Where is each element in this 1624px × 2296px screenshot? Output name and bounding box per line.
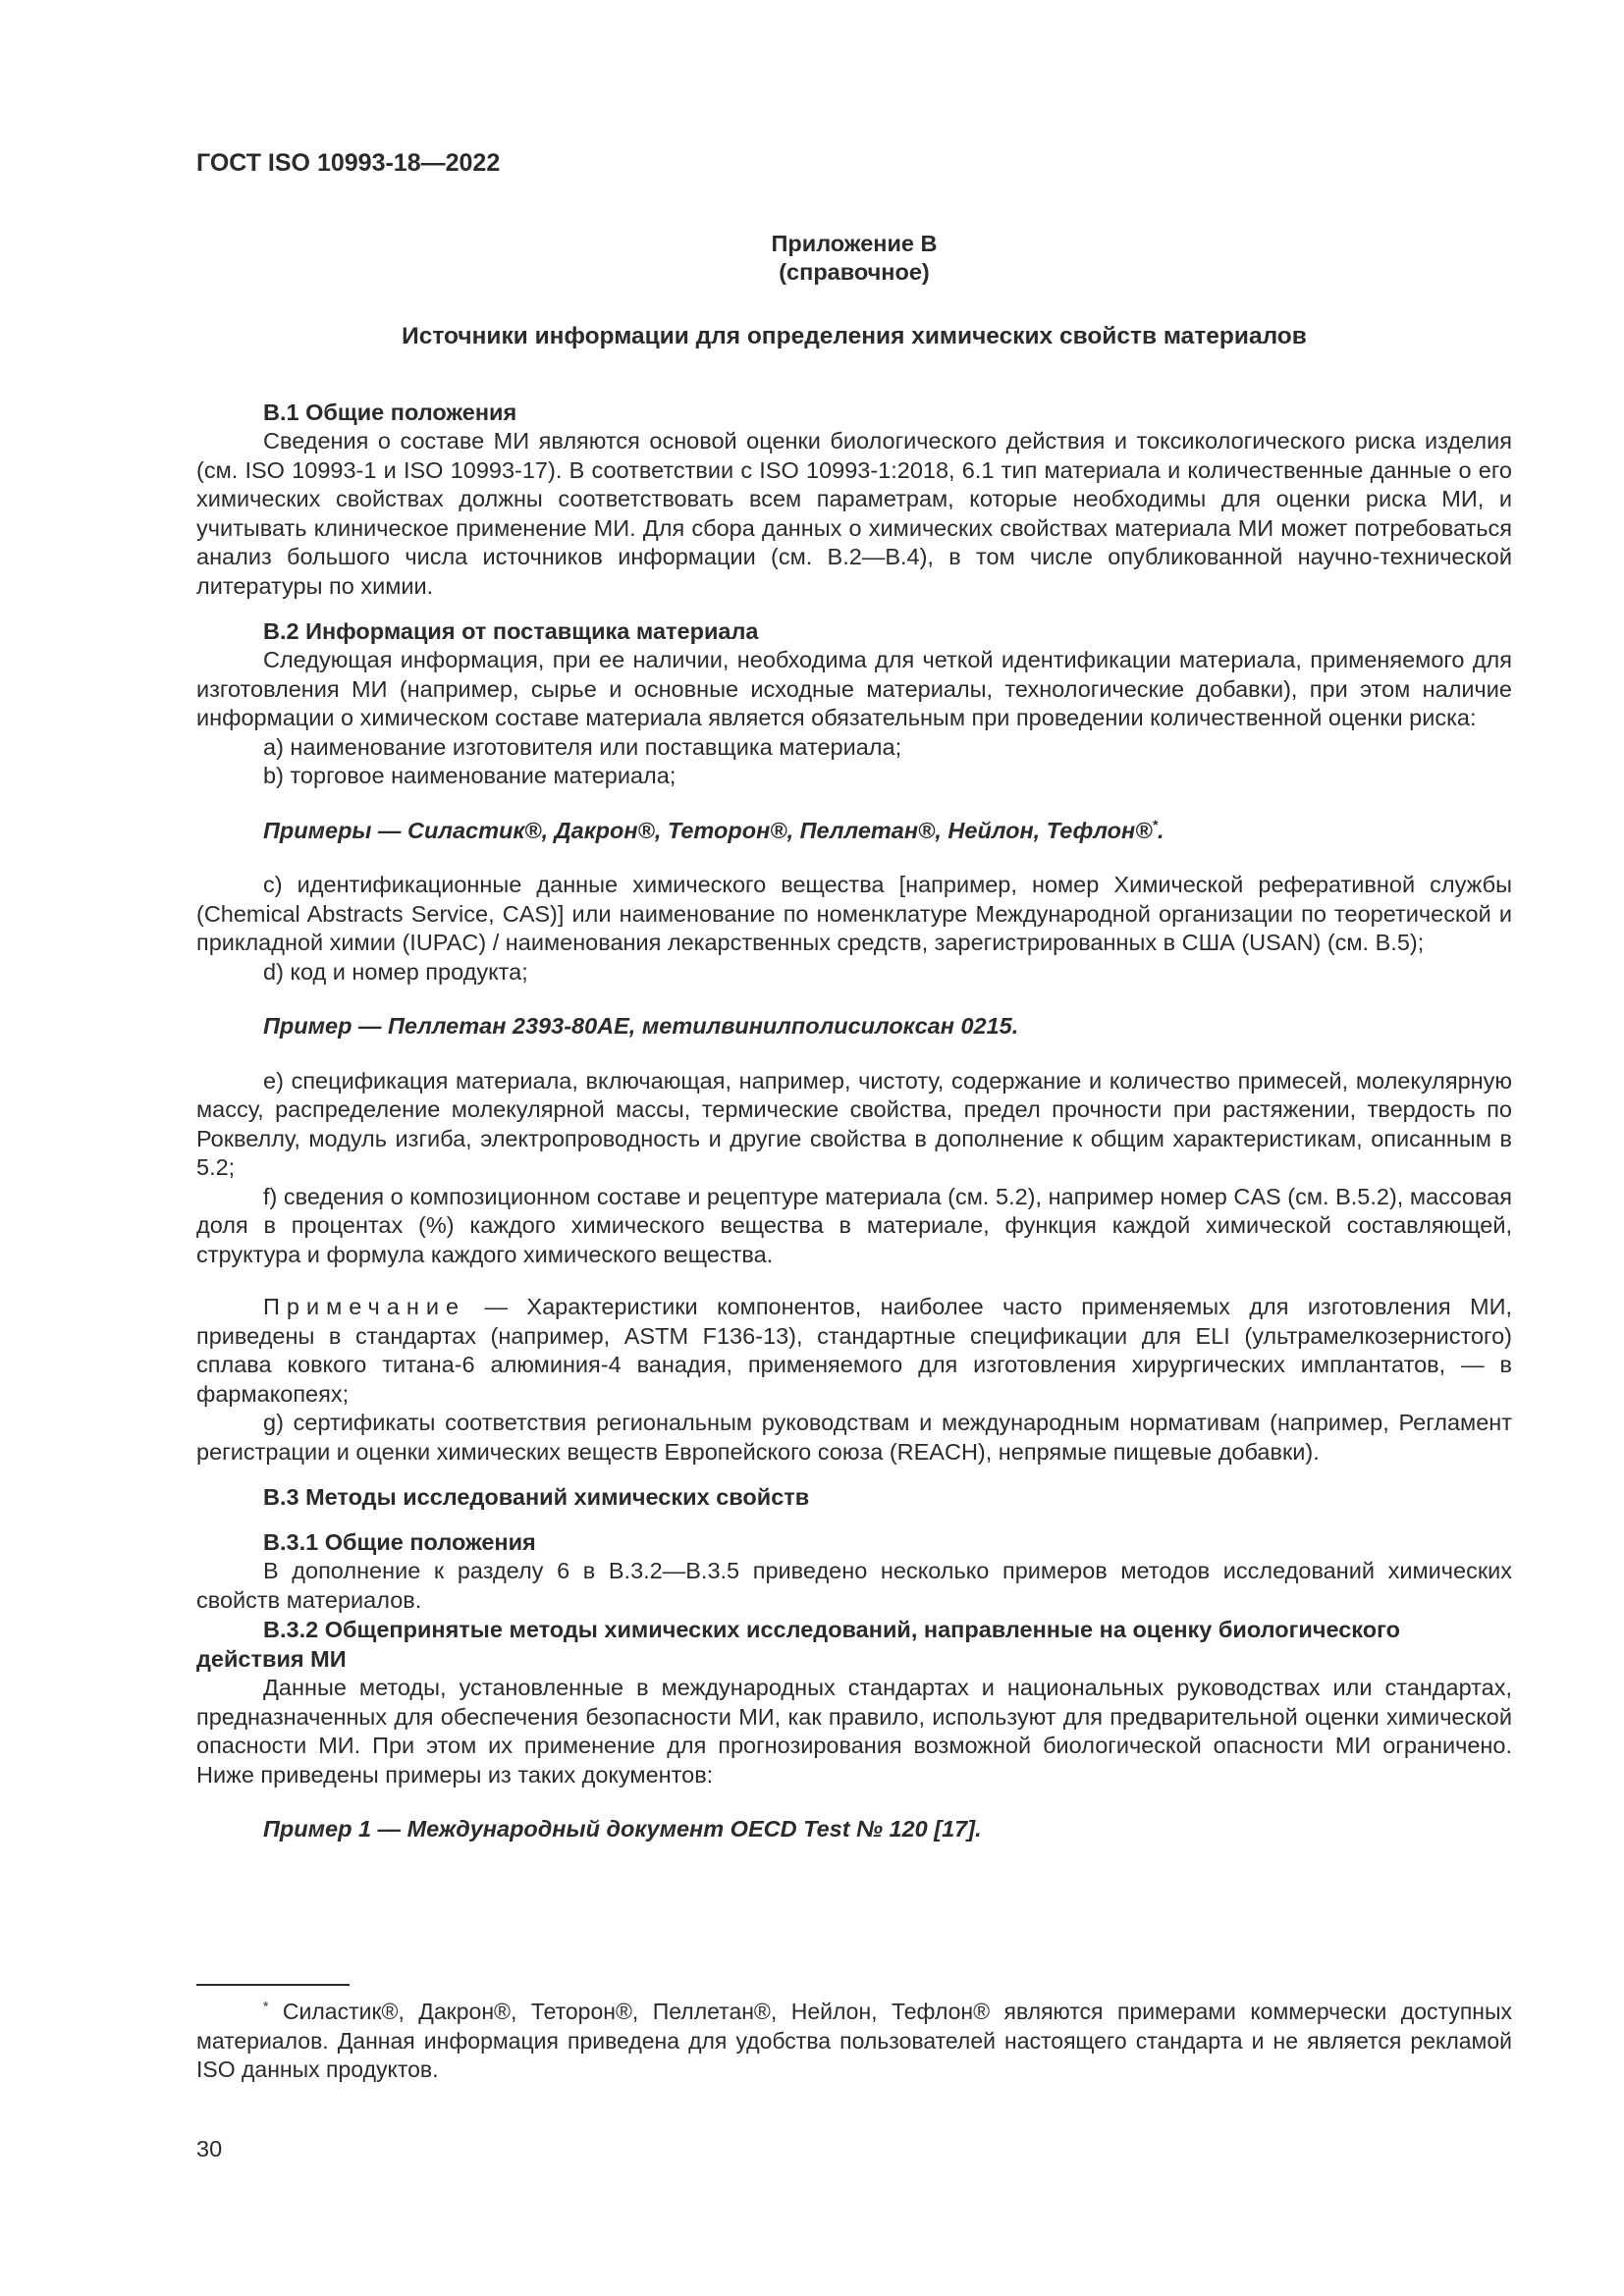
footnote bbox=[196, 1998, 1512, 2085]
section-b2-intro: Следующая информация, при ее наличии, необходима для четкой идентификации материала, применяемого для изготовления МИ (например, сырье и основные исходные материалы, технологические добавки), при этом наличие информации о химическом составе материала является обязательным при проведении количественной оценки риска: bbox=[196, 647, 1512, 730]
section-b32-heading: В.3.2 Общепринятые методы химических исследований, направленные на оценку биологического действия МИ bbox=[196, 1617, 1400, 1672]
footnote-divider bbox=[196, 1984, 350, 1986]
example-oecd: Пример 1 — Международный документ OECD Test № 120 [17]. bbox=[263, 1816, 982, 1842]
list-item-g: g) сертификаты соответствия региональным руководствам и международным нормативам (например, Регламент регистрации и оценки химических веществ Европейского союза (REACH), непрямые пищевые добавки). bbox=[196, 1410, 1512, 1465]
list-item-e: e) спецификация материала, включающая, например, чистоту, содержание и количество примесей, молекулярную массу, распределение молекулярной массы, термические свойства, предел прочности при растяжении, твердость по Роквеллу, модуль изгиба, электропроводность и другие свойства в дополнение к общим характеристикам, описанным в 5.2; bbox=[196, 1067, 1512, 1180]
section-b31-text: В дополнение к разделу 6 в В.3.2—В.3.5 приведено несколько примеров методов исследований химических свойств материалов. bbox=[196, 1558, 1512, 1613]
example-trade-names-text: Примеры — Силастик®, Дакрон®, Теторон®, Пеллетан®, Нейлон, Тефлон® bbox=[263, 817, 1153, 843]
list-item-d: d) код и номер продукта; bbox=[263, 958, 528, 985]
section-b32-text: Данные методы, установленные в международных стандартах и национальных руководствах или стандартах, предназначенных для обеспечения безопасности МИ, как правило, используют для предварительной оценки химической опасности МИ. При этом их применение для прогнозирования возможной биологической опасности МИ ограничено. Ниже приведены примеры из таких документов: bbox=[196, 1675, 1512, 1788]
example-trade-names bbox=[196, 817, 1512, 846]
page-number: 30 bbox=[196, 2136, 223, 2162]
note bbox=[196, 1293, 1512, 1409]
list-item-a: a) наименование изготовителя или поставщика материала; bbox=[263, 733, 902, 760]
section-b1-heading: В.1 Общие положения bbox=[263, 400, 517, 425]
page-body bbox=[196, 149, 1512, 1870]
footnote-text: Силастик®, Дакрон®, Теторон®, Пеллетан®, Нейлон, Тефлон® являются примерами коммерчески доступных материалов. Данная информация приведена для удобства пользователей настоящего стандарта и не является рекламой ISO данных продуктов. bbox=[196, 1999, 1512, 2082]
annex-kind: (справочное) bbox=[779, 258, 930, 285]
section-b31-heading: В.3.1 Общие положения bbox=[263, 1529, 536, 1555]
list-item-c: c) идентификационные данные химического вещества [например, номер Химической реферативной службы (Chemical Abstracts Service, CAS)] или наименование по номенклатуре Международной организации по теоретической и прикладной химии (IUPAC) / наименования лекарственных средств, зарегистрированных в США (USAN) (см. В.5); bbox=[196, 872, 1512, 955]
footnote-mark: * bbox=[263, 1998, 269, 2014]
note-text: — Характеристики компонентов, наиболее часто применяемых для изготовления МИ, приведены в стандартах (например, ASTM F136-13), стандартные спецификации для ELI (ультрамелкозернистого) сплава ковкого титана-6 алюминия-4 ванадия, применяемого для изготовления хирургических имплантатов, — в фармакопеях; bbox=[196, 1294, 1512, 1407]
document-code: ГОСТ ISO 10993-18—2022 bbox=[196, 149, 501, 177]
section-b2-heading: В.2 Информация от поставщика материала bbox=[263, 618, 759, 644]
list-item-f: f) сведения о композиционном составе и рецептуре материала (см. 5.2), например номер CAS (см. В.5.2), массовая доля в процентах (%) каждого химического вещества в материале, функция каждой химической составляющей, структура и формула каждого химического вещества. bbox=[196, 1183, 1512, 1267]
example-trade-names-end: . bbox=[1157, 817, 1164, 843]
list-item-b: b) торговое наименование материала; bbox=[263, 763, 677, 788]
example-product-code: Пример — Пеллетан 2393-80АЕ, метилвинилполисилоксан 0215. bbox=[263, 1013, 1019, 1039]
section-b3-heading: В.3 Методы исследований химических свойств bbox=[263, 1484, 810, 1510]
section-b1-text: Сведения о составе МИ являются основой оценки биологического действия и токсикологического риска изделия (см. ISO 10993-1 и ISO 10993-17). В соответствии с ISO 10993-1:2018, 6.1 тип материала и количественные данные о его химических свойствах должны соответствовать всем параметрам, которые необходимы для оценки риска МИ, и учитывать клиническое применение МИ. Для сбора данных о химических свойствах материала МИ может потребоваться анализ большого числа источников информации (см. В.2—В.4), в том числе опубликованной научно-технической литературы по химии. bbox=[196, 428, 1512, 599]
annex-label: Приложение В bbox=[771, 230, 938, 256]
footnote-reference: * bbox=[1152, 816, 1158, 832]
note-label: Примечание bbox=[263, 1294, 466, 1319]
annex-title: Источники информации для определения химических свойств материалов bbox=[402, 322, 1307, 349]
